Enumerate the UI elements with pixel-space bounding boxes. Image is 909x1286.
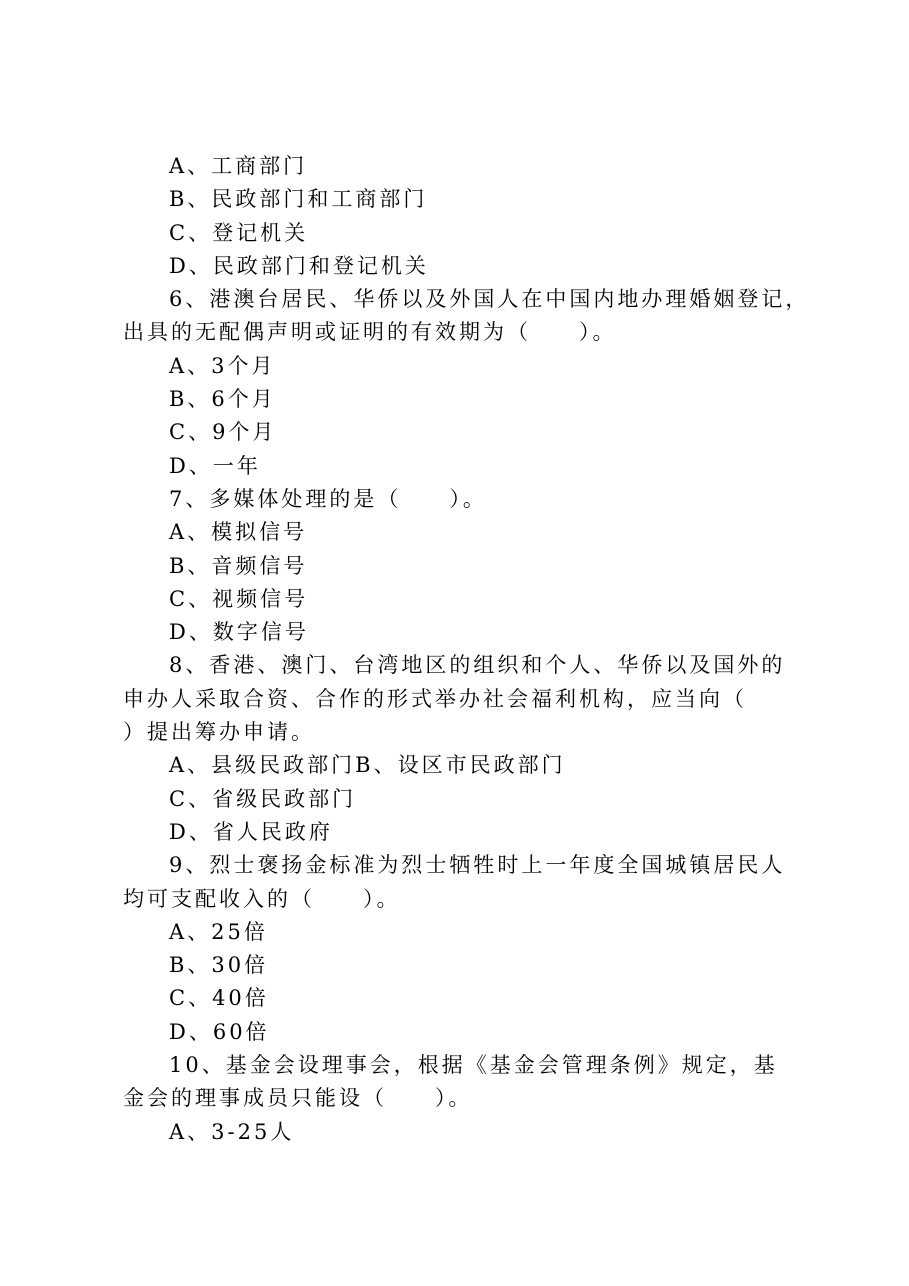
text-line: 6、港澳台居民、华侨以及外国人在中国内地办理婚姻登记， [169, 287, 810, 312]
text-line: 出具的无配偶声明或证明的有效期为（ ）。 [123, 320, 617, 345]
text-line: 均可支配收入的（ ）。 [123, 886, 401, 911]
text-line: C、登记机关 [169, 220, 309, 245]
text-line: C、视频信号 [169, 586, 309, 611]
text-line: D、60倍 [169, 1019, 270, 1044]
text-line: B、6个月 [169, 387, 276, 412]
document-page [123, 150, 810, 1149]
text-line: B、民政部门和工商部门 [169, 187, 428, 212]
text-line: D、数字信号 [169, 620, 309, 645]
text-line: 9、烈士褒扬金标准为烈士牺牲时上一年度全国城镇居民人 [169, 853, 786, 878]
text-line: 7、多媒体处理的是（ ）。 [169, 486, 487, 511]
text-line: B、30倍 [169, 953, 269, 978]
text-line: ）提出筹办申请。 [123, 720, 315, 745]
text-line: A、3-25人 [169, 1119, 295, 1144]
text-line: D、省人民政府 [169, 819, 333, 844]
text-line: 8、香港、澳门、台湾地区的组织和个人、华侨以及国外的 [169, 653, 786, 678]
text-line: C、9个月 [169, 420, 277, 445]
text-line: C、40倍 [169, 986, 269, 1011]
text-line: A、3个月 [169, 353, 276, 378]
text-line: A、模拟信号 [169, 520, 308, 545]
text-line: B、音频信号 [169, 553, 308, 578]
text-line: 金会的理事成员只能设（ ）。 [123, 1086, 473, 1111]
text-line: A、25倍 [169, 919, 268, 944]
text-line: 10、基金会设理事会，根据《基金会管理条例》规定，基 [169, 1053, 778, 1078]
text-line: A、工商部门 [169, 154, 308, 178]
text-line: D、一年 [169, 453, 261, 478]
text-line: 申办人采取合资、合作的形式举办社会福利机构，应当向（ [123, 686, 747, 711]
text-line: C、省级民政部门 [169, 786, 357, 811]
text-line: D、民政部门和登记机关 [169, 253, 429, 278]
text-line: A、县级民政部门B、设区市民政部门 [169, 753, 566, 778]
